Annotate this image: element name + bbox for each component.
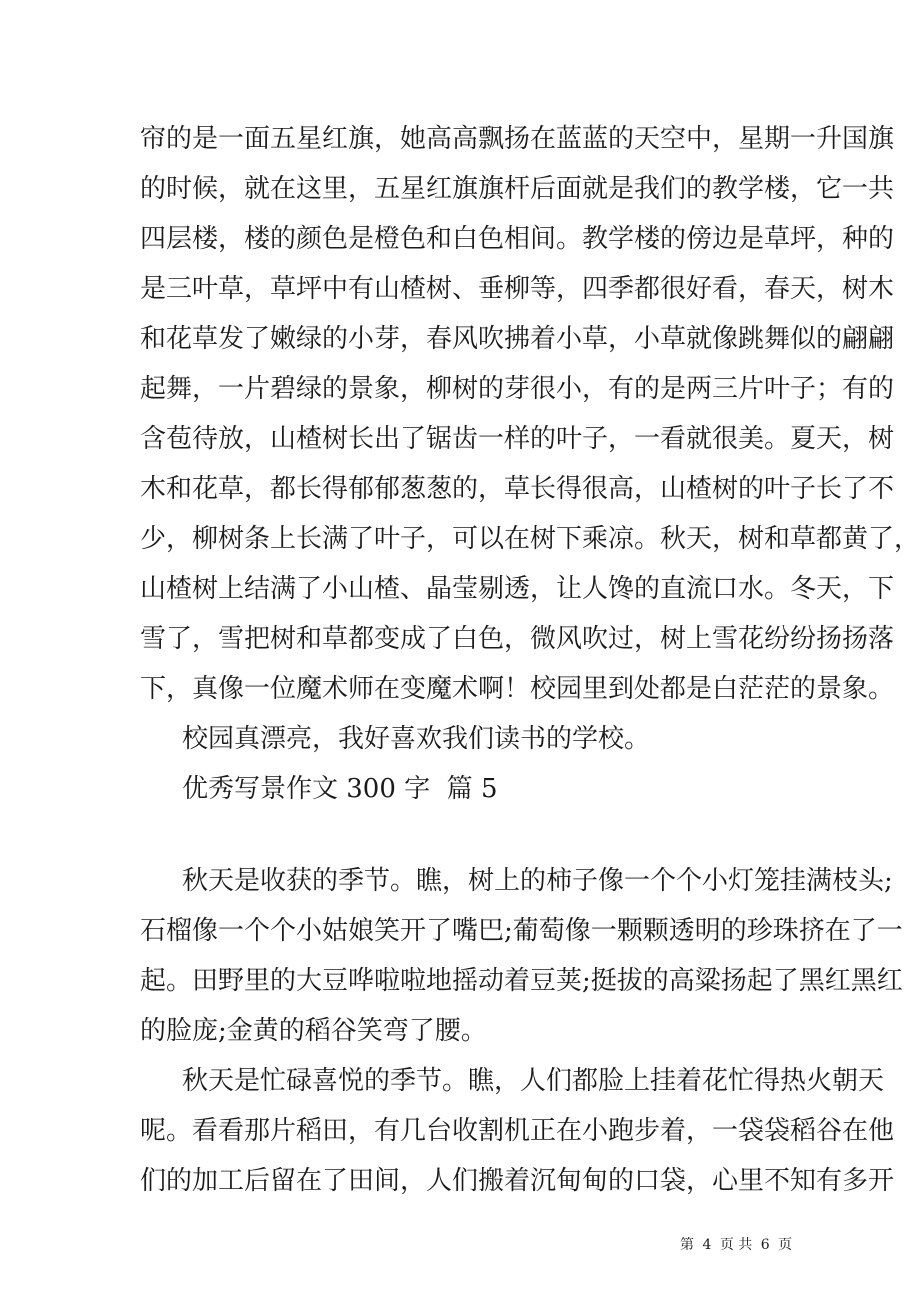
paragraph-line: 石榴像一个个小姑娘笑开了嘴巴;葡萄像一颗颗透明的珍珠挤在了一 (140, 916, 903, 946)
paragraph-line: 是三叶草，草坪中有山楂树、垂柳等，四季都很好看，春天，树木 (140, 274, 895, 304)
total-page-number: 6 (760, 1237, 770, 1253)
current-page-number: 4 (702, 1237, 712, 1253)
footer-prefix: 第 (680, 1237, 694, 1253)
paragraph-line: 雪了，雪把树和草都变成了白色，微风吹过，树上雪花纷纷扬扬落 (140, 624, 895, 654)
paragraph-line: 的时候，就在这里，五星红旗旗杆后面就是我们的教学楼，它一共 (140, 174, 895, 204)
page-number-footer (678, 1236, 794, 1254)
footer-middle: 页 共 (719, 1237, 753, 1253)
paragraph-line: 四层楼，楼的颜色是橙色和白色相间。教学楼的傍边是草坪，种的 (140, 224, 895, 254)
paragraph-line: 和花草发了嫩绿的小芽，春风吹拂着小草，小草就像跳舞似的翩翩 (140, 324, 895, 354)
section-heading: 优秀写景作文 300 字 篇 5 (182, 774, 498, 804)
paragraph-line: 含苞待放，山楂树长出了锯齿一样的叶子，一看就很美。夏天，树 (140, 424, 895, 454)
paragraph-line: 帘的是一面五星红旗，她高高飘扬在蓝蓝的天空中，星期一升国旗 (140, 124, 895, 154)
paragraph-line: 们的加工后留在了田间，人们搬着沉甸甸的口袋，心里不知有多开 (140, 1166, 895, 1196)
paragraph-line: 起。田野里的大豆哗啦啦地摇动着豆荚;挺拔的高粱扬起了黑红黑红 (140, 966, 903, 996)
paragraph-line: 的脸庞;金黄的稻谷笑弯了腰。 (140, 1016, 487, 1046)
paragraph-line: 校园真漂亮，我好喜欢我们读书的学校。 (182, 724, 651, 754)
paragraph-line: 秋天是忙碌喜悦的季节。瞧，人们都脸上挂着花忙得热火朝天 (182, 1066, 885, 1096)
paragraph-line: 呢。看看那片稻田，有几台收割机正在小跑步着，一袋袋稻谷在他 (140, 1116, 895, 1146)
paragraph-line: 下，真像一位魔术师在变魔术啊！校园里到处都是白茫茫的景象。 (140, 674, 895, 704)
footer-suffix: 页 (778, 1237, 793, 1253)
paragraph-line: 木和花草，都长得郁郁葱葱的，草长得很高，山楂树的叶子长了不 (140, 474, 895, 504)
paragraph-line: 少，柳树条上长满了叶子，可以在树下乘凉。秋天，树和草都黄了， (140, 524, 920, 554)
paragraph-line: 秋天是收获的季节。瞧，树上的柿子像一个个小灯笼挂满枝头; (182, 866, 893, 896)
paragraph-line: 山楂树上结满了小山楂、晶莹剔透，让人馋的直流口水。冬天，下 (140, 574, 895, 604)
paragraph-line: 起舞，一片碧绿的景象，柳树的芽很小，有的是两三片叶子；有的 (140, 374, 895, 404)
